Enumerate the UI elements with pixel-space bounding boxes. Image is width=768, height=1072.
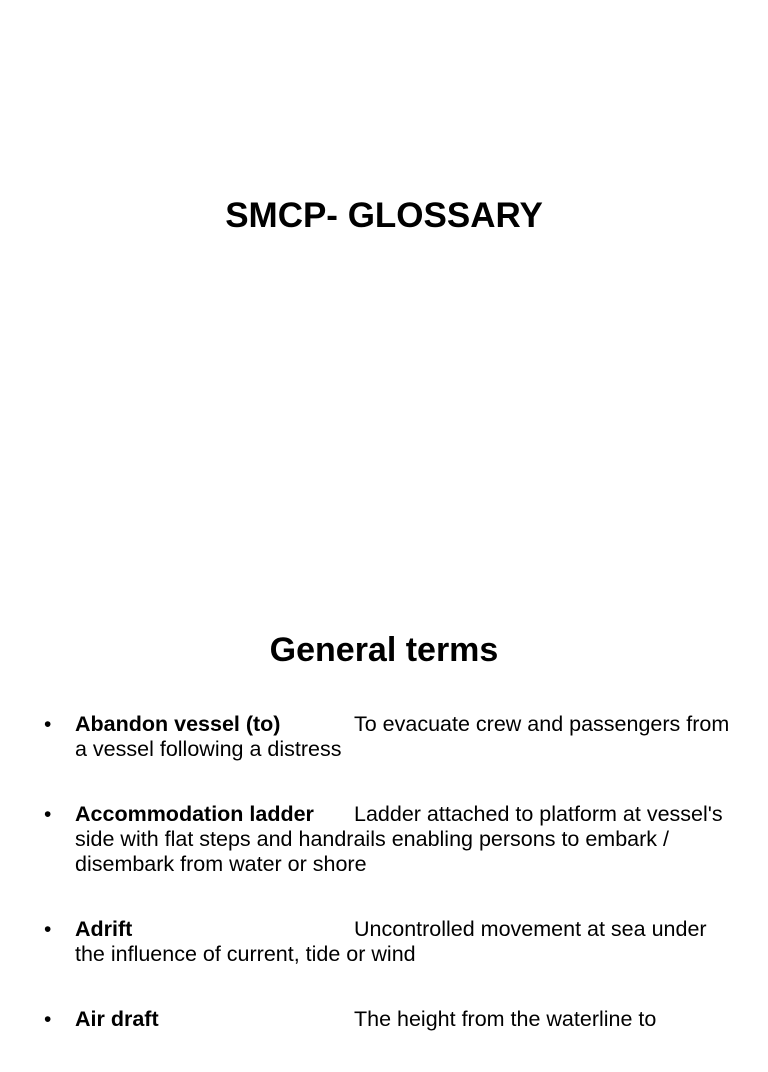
glossary-term: Air draft [75,1007,159,1031]
glossary-term: Adrift [75,917,133,941]
document-title: SMCP- GLOSSARY [225,196,543,235]
bullet-icon: • [44,803,52,826]
glossary-term: Accommodation ladder [75,802,314,826]
glossary-entry-adrift [40,917,730,967]
bullet-icon: • [44,918,52,941]
glossary-definition: To evacuate crew and passengers from a vessel following a distress [75,712,730,761]
section-heading: General terms [269,631,499,669]
bullet-icon: • [44,713,52,736]
glossary-entry-abandon-vessel [40,712,730,762]
glossary-entry-air-draft [40,1007,730,1032]
glossary-definition: The height from the waterline to [354,1007,657,1031]
glossary-list [40,712,730,1072]
glossary-entry-accommodation-ladder [40,802,730,877]
bullet-icon: • [44,1008,52,1031]
glossary-term: Abandon vessel (to) [75,712,281,736]
glossary-definition: Ladder attached to platform at vessel's side with flat steps and handrails enabling persons to embark / disembark from water or shore [75,802,723,876]
glossary-definition: Uncontrolled movement at sea under the influence of current, tide or wind [75,917,707,966]
